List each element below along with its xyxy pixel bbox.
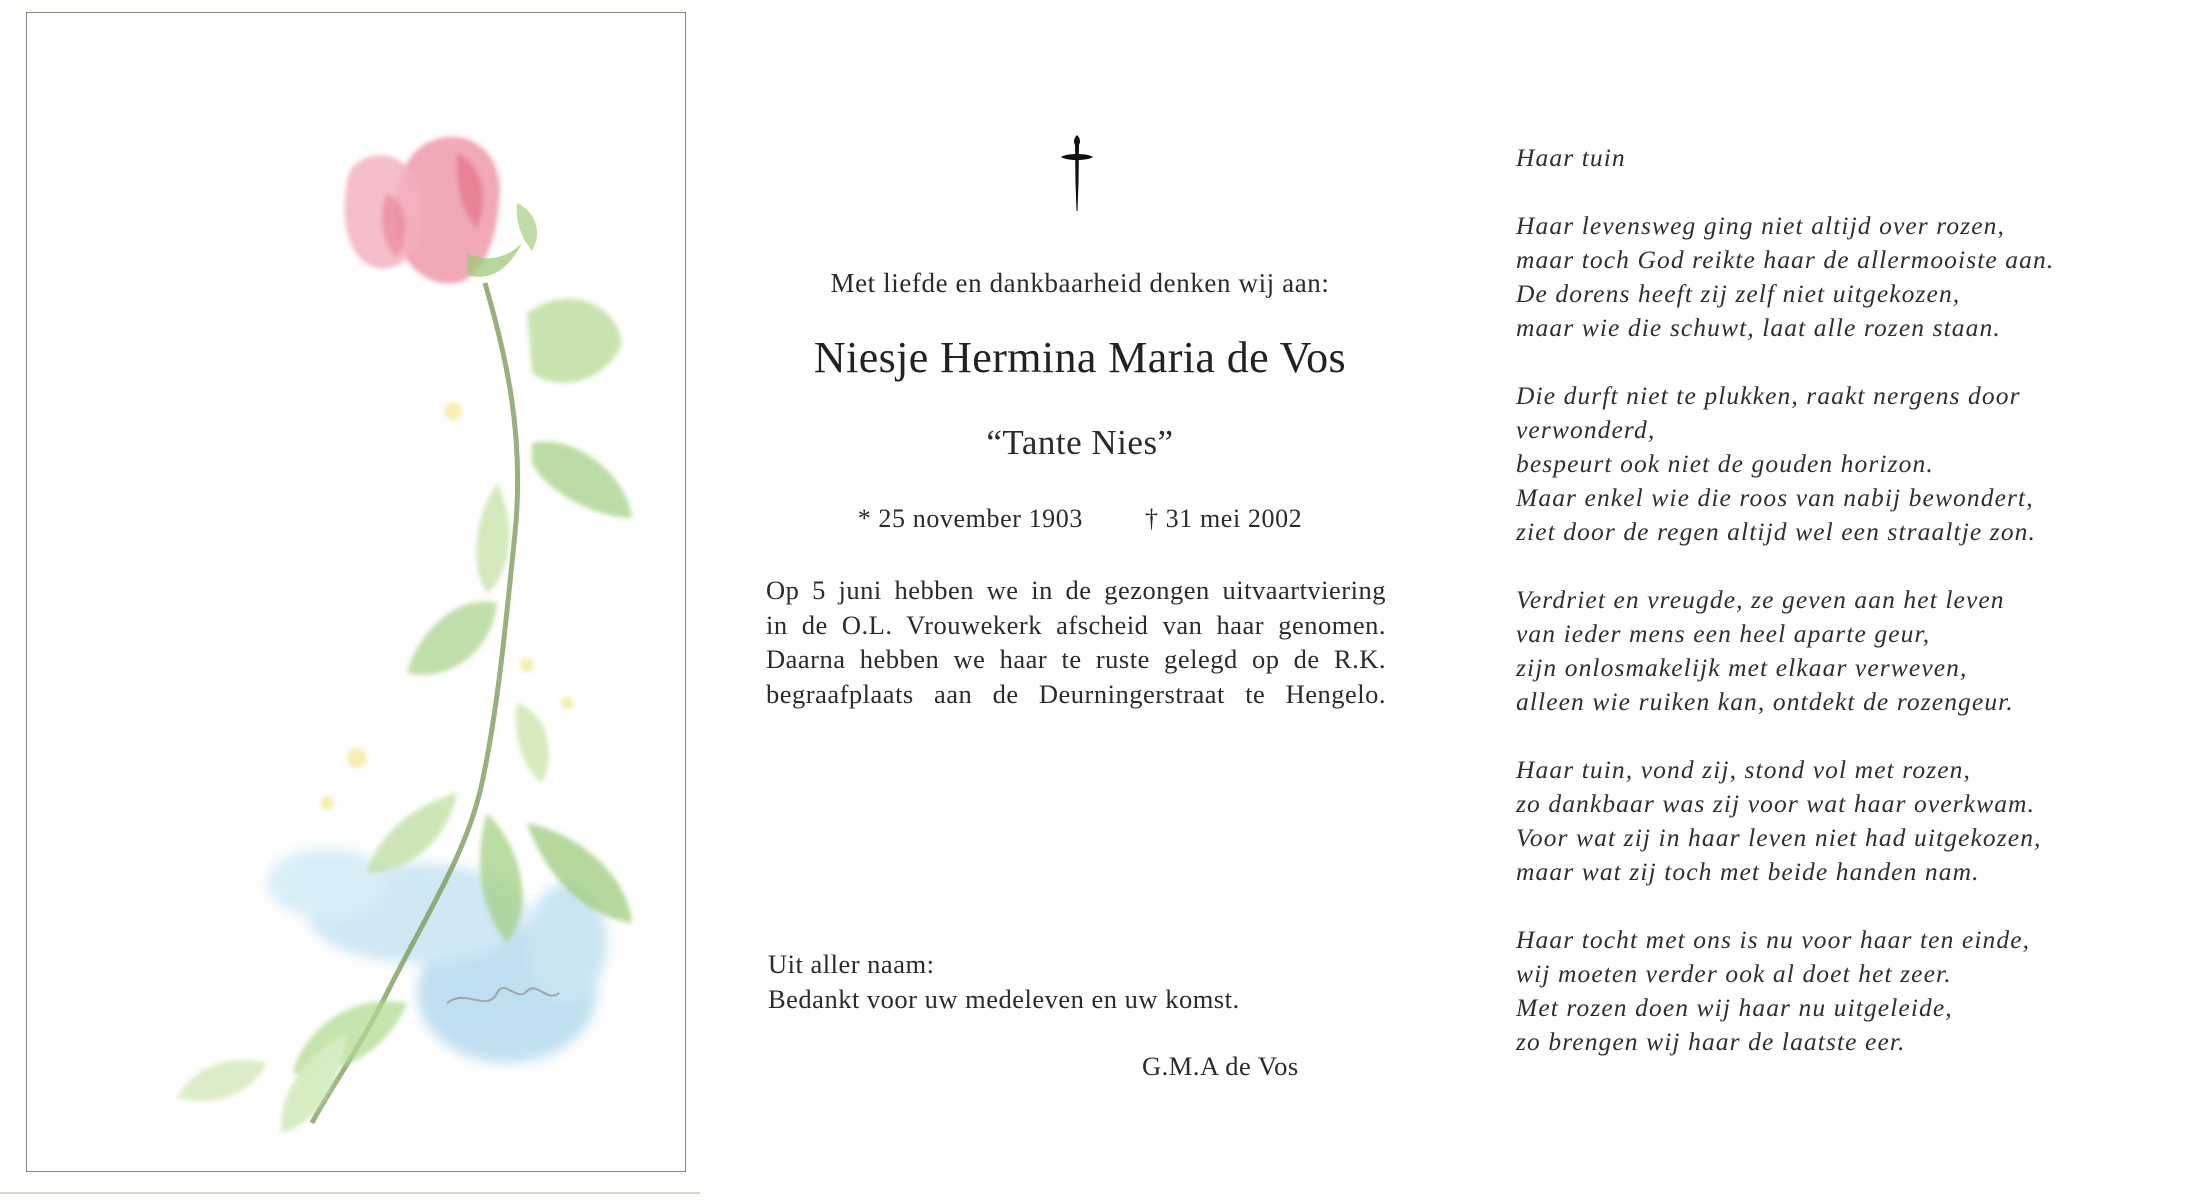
rose-watercolor-illustration <box>27 13 685 1171</box>
poem-line: De dorens heeft zij zelf niet uitgekozen, <box>1516 279 1961 308</box>
poem-line: zo dankbaar was zij voor wat haar overkwam. <box>1516 789 2036 818</box>
poem-line: Verdriet en vreugde, ze geven aan het leven <box>1516 585 2005 614</box>
poem-line: maar toch God reikte haar de allermooiste aan. <box>1516 245 2055 274</box>
rose-illustration-panel <box>26 12 686 1172</box>
life-dates <box>720 504 1440 534</box>
paragraph-line: Op 5 juni hebben we in de gezongen uitvaartviering <box>766 575 1386 605</box>
poem-title: Haar tuin <box>1516 143 1626 172</box>
poem-line: Met rozen doen wij haar nu uitgeleide, <box>1516 993 1953 1022</box>
signature: G.M.A de Vos <box>1142 1051 1299 1081</box>
poem-stanza <box>1516 753 2156 889</box>
poem-line: Die durft niet te plukken, raakt nergens door <box>1516 381 2021 410</box>
poem-stanza <box>1516 379 2156 549</box>
deceased-name: Niesje Hermina Maria de Vos <box>813 333 1347 382</box>
closing-line: Uit aller naam: <box>768 949 935 979</box>
poem-line: van ieder mens een heel aparte geur, <box>1516 619 1931 648</box>
poem-stanza <box>1516 923 2156 1059</box>
poem-stanza <box>1516 209 2156 345</box>
card-bottom-edge <box>0 1192 700 1194</box>
poem-line: Haar tuin, vond zij, stond vol met rozen, <box>1516 755 1971 784</box>
poem-line: zo brengen wij haar de laatste eer. <box>1516 1027 1906 1056</box>
poem-line: verwonderd, <box>1516 415 1656 444</box>
cross-icon <box>1055 133 1099 213</box>
intro-text: Met liefde en dankbaarheid denken wij aan: <box>830 268 1330 298</box>
poem-line: Maar enkel wie die roos van nabij bewondert, <box>1516 483 2034 512</box>
poem-line: Haar levensweg ging niet altijd over rozen, <box>1516 211 2005 240</box>
poem-line: Voor wat zij in haar leven niet had uitgekozen, <box>1516 823 2042 852</box>
birth-date: * 25 november 1903 <box>857 504 1083 533</box>
poem-line: bespeurt ook niet de gouden horizon. <box>1516 449 1934 478</box>
memorial-text-column <box>720 0 1440 1200</box>
paragraph-line: begraafplaats aan de Deurningerstraat te Hengelo. <box>766 678 1386 709</box>
poem-line: maar wie die schuwt, laat alle rozen staan. <box>1516 313 2001 342</box>
paragraph-line: in de O.L. Vrouwekerk afscheid van haar genomen. <box>766 609 1386 640</box>
funeral-paragraph <box>766 573 1386 711</box>
poem-stanza <box>1516 583 2156 719</box>
closing-text <box>768 947 1368 1016</box>
death-date: † 31 mei 2002 <box>1144 504 1303 533</box>
closing-line: Bedankt voor uw medeleven en uw komst. <box>768 983 1240 1014</box>
poem-line: alleen wie ruiken kan, ontdekt de rozengeur. <box>1516 687 2014 716</box>
poem-line: ziet door de regen altijd wel een straaltje zon. <box>1516 517 2037 546</box>
poem-line: zijn onlosmakelijk met elkaar verweven, <box>1516 653 1968 682</box>
poem-line: maar wat zij toch met beide handen nam. <box>1516 857 1980 886</box>
poem <box>1516 141 2156 1059</box>
paragraph-line: Daarna hebben we haar te ruste gelegd op de R.K. <box>766 644 1386 674</box>
nickname: “Tante Nies” <box>986 423 1174 462</box>
poem-line: Haar tocht met ons is nu voor haar ten einde, <box>1516 925 2031 954</box>
poem-line: wij moeten verder ook al doet het zeer. <box>1516 959 1952 988</box>
